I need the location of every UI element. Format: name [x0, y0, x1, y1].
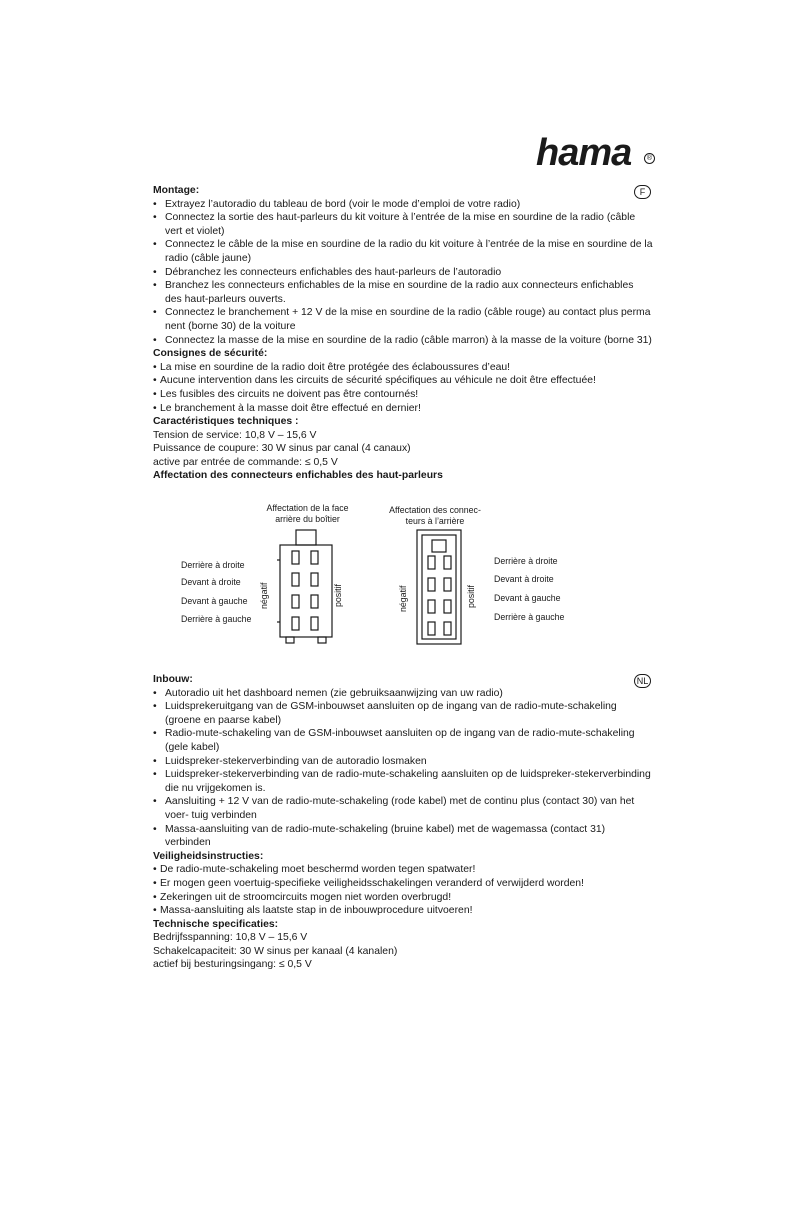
- left-connector-pins: [292, 551, 318, 630]
- right-positive-label: positif: [466, 585, 476, 608]
- montage-heading: Montage:: [153, 185, 200, 196]
- right-label-rear-right: Derrière à droite: [494, 556, 558, 566]
- specs-list-fr: [153, 429, 653, 470]
- list-item: • Les fusibles des circuits ne doivent pas être contournés!: [153, 388, 653, 402]
- left-caption-line-2: arrière du boîtier: [275, 514, 340, 524]
- list-item: • De radio-mute-schakeling moet beschermd worden tegen spatwater!: [153, 863, 653, 877]
- right-connector-housing: [417, 530, 461, 644]
- install-list: [153, 687, 653, 850]
- right-caption: [385, 505, 485, 527]
- spec-line: actief bij besturingsingang: ≤ 0,5 V: [153, 959, 312, 971]
- list-item: • Extrayez l’autoradio du tableau de bord (voir le mode d’emploi de votre radio): [153, 198, 653, 212]
- right-label-rear-left: Derrière à gauche: [494, 612, 565, 622]
- list-item: • Massa-aansluiting van de radio-mute-schakeling (bruine kabel) met de wagemassa (contact 31) verbinden: [153, 823, 653, 850]
- right-negative-label: négatif: [398, 585, 408, 612]
- list-item: • Connectez le câble de la mise en sourdine de la radio du kit voiture à l’entrée de la mise en sourdine de la radio (câble jaune): [153, 238, 653, 265]
- montage-list: [153, 198, 653, 348]
- list-item: • Luidspreker-stekerverbinding van de autoradio losmaken: [153, 755, 653, 769]
- list-item: • Aucune intervention dans les circuits de sécurité spécifiques au véhicule ne doit être effectuée!: [153, 374, 653, 388]
- list-item: • La mise en sourdine de la radio doit être protégée des éclaboussures d’eau!: [153, 361, 653, 375]
- left-caption: [260, 503, 355, 525]
- list-item: • Zekeringen uit de stroomcircuits mogen niet worden overbrugd!: [153, 891, 653, 905]
- list-item: • Luidspreker-stekerverbinding van de radio-mute-schakeling aansluiten op de luidspreker-stekerverbinding die nu vrijgekomen is.: [153, 768, 653, 795]
- safety-heading-nl: Veiligheidsinstructies:: [153, 850, 264, 862]
- spec-line: Schakelcapaciteit: 30 W sinus per kanaal (4 kanalen): [153, 945, 398, 957]
- left-connector-housing: [277, 530, 332, 643]
- right-connector-pins: [428, 556, 451, 635]
- left-caption-line-1: Affectation de la face: [266, 503, 349, 513]
- section-french: [153, 184, 653, 483]
- specs-heading-fr: Caractéristiques techniques :: [153, 416, 299, 428]
- lang-badge-nl: NL: [634, 674, 651, 688]
- safety-heading-fr: Consignes de sécurité:: [153, 348, 268, 360]
- list-item: • Radio-mute-schakeling van de GSM-inbouwset aansluiten op de ingang van de radio-mute-schakeling (gele kabel): [153, 727, 653, 754]
- left-label-rear-right: Derrière à droite: [181, 560, 245, 570]
- left-positive-label: positif: [333, 584, 343, 607]
- left-label-front-left: Devant à gauche: [181, 596, 248, 606]
- list-item: • Connectez la masse de la mise en sourdine de la radio (câble marron) à la masse de la voiture (borne 31): [153, 334, 653, 348]
- assignment-heading: Affectation des connecteurs enfichables des haut-parleurs: [153, 470, 443, 482]
- left-label-rear-left: Derrière à gauche: [181, 614, 252, 624]
- list-item: • Branchez les connecteurs enfichables de la mise en sourdine de la radio aux connecteurs enfichables des haut-parleurs ouverts.: [153, 279, 653, 306]
- list-item: • Aansluiting + 12 V van de radio-mute-schakeling (rode kabel) met de continu plus (contact 30) van het voer- tuig verbinden: [153, 795, 653, 822]
- list-item: • Connectez le branchement + 12 V de la mise en sourdine de la radio (câble rouge) au contact plus perma nent (borne 30) de la voiture: [153, 306, 653, 333]
- right-label-front-right: Devant à droite: [494, 574, 554, 584]
- list-item: • Le branchement à la masse doit être effectué en dernier!: [153, 402, 653, 416]
- list-item: • Er mogen geen voertuig-specifieke veiligheidsschakelingen veranderd of verwijderd worden!: [153, 877, 653, 891]
- logo-text: hama: [536, 132, 632, 174]
- spec-line: Bedrijfsspanning: 10,8 V – 15,6 V: [153, 932, 308, 944]
- left-label-front-right: Devant à droite: [181, 577, 241, 587]
- right-caption-line-1: Affectation des connec-: [389, 505, 481, 515]
- lang-badge-fr: F: [634, 185, 651, 199]
- safety-list-nl: [153, 863, 653, 917]
- specs-list-nl: [153, 931, 653, 972]
- section-dutch: [153, 673, 653, 972]
- left-negative-label: négatif: [259, 582, 269, 609]
- list-item: • Luidsprekeruitgang van de GSM-inbouwset aansluiten op de ingang van de radio-mute-schakeling (groene en paarse kabel): [153, 700, 653, 727]
- right-caption-line-2: teurs à l’arrière: [405, 516, 465, 526]
- list-item: • Débranchez les connecteurs enfichables des haut-parleurs de l’autoradio: [153, 266, 653, 280]
- right-label-front-left: Devant à gauche: [494, 593, 561, 603]
- spec-line: active par entrée de commande: ≤ 0,5 V: [153, 456, 338, 468]
- spec-line: Tension de service: 10,8 V – 15,6 V: [153, 429, 317, 441]
- spec-line: Puissance de coupure: 30 W sinus par canal (4 canaux): [153, 443, 411, 455]
- hama-logo: [536, 133, 656, 173]
- registered-mark: ®: [644, 153, 655, 164]
- list-item: • Connectez la sortie des haut-parleurs du kit voiture à l’entrée de la mise en sourdine de la radio (câble vert et violet): [153, 211, 653, 238]
- safety-list-fr: [153, 361, 653, 415]
- install-heading: Inbouw:: [153, 674, 193, 685]
- list-item: • Massa-aansluiting als laatste stap in de inbouwprocedure uitvoeren!: [153, 904, 653, 918]
- list-item: • Autoradio uit het dashboard nemen (zie gebruiksaanwijzing van uw radio): [153, 687, 653, 701]
- specs-heading-nl: Technische specificaties:: [153, 918, 279, 930]
